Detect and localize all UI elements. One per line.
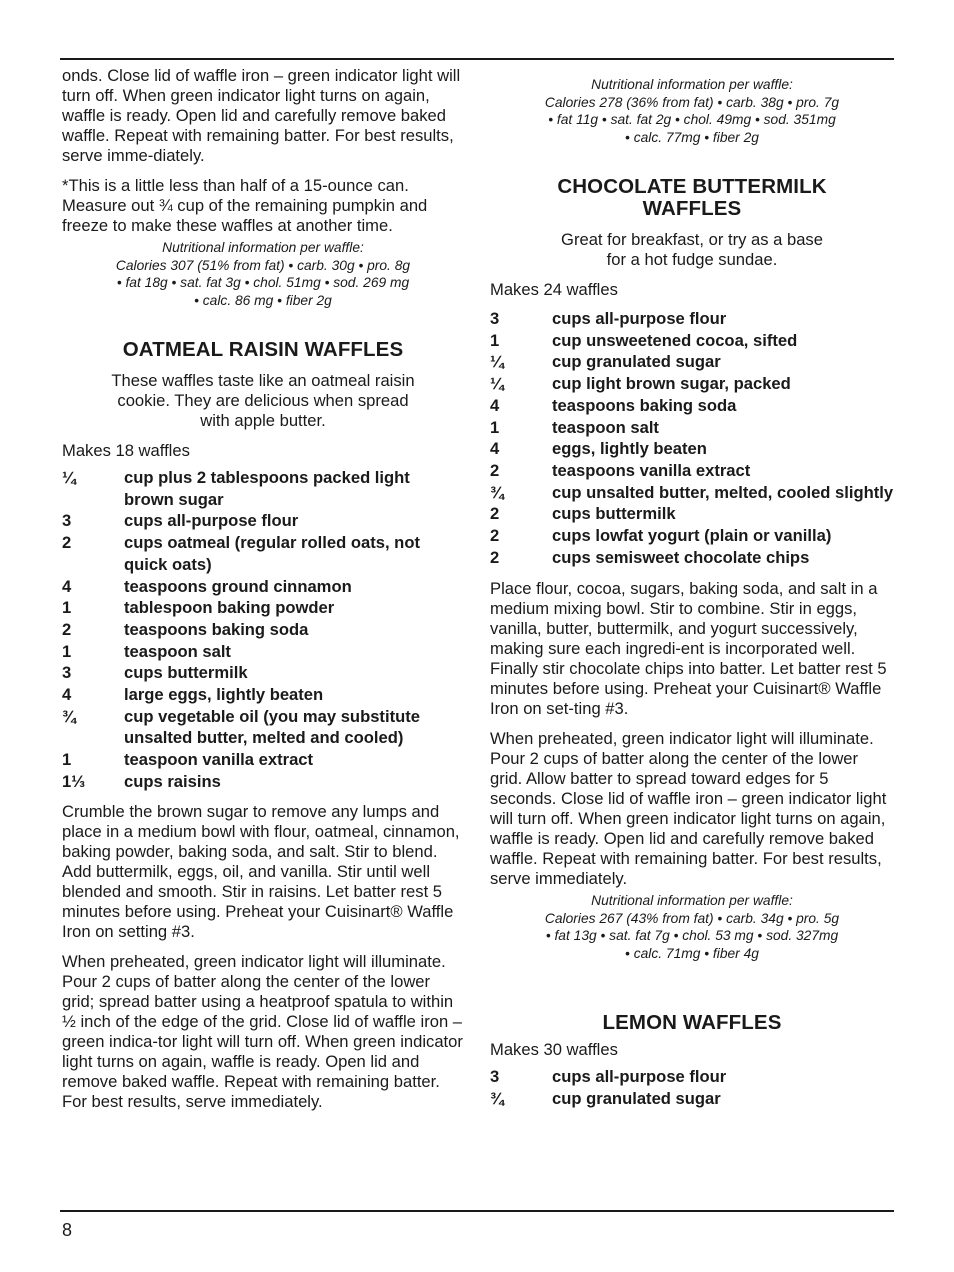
ingredient-list — [490, 1066, 894, 1109]
ingredient-quantity: 1⅓ — [62, 771, 86, 791]
ingredient-quantity: ¼ — [62, 468, 76, 487]
recipe-title-chocolate — [490, 176, 894, 220]
ingredient-quantity: 4 — [490, 395, 500, 415]
ingredient-quantity: 3 — [490, 1067, 500, 1087]
ingredient-text: large eggs, lightly beaten — [124, 685, 324, 705]
ingredient-quantity: 1 — [62, 750, 72, 770]
ingredient-text: cups semisweet chocolate chips — [552, 547, 810, 567]
ingredient-row — [490, 503, 894, 525]
nutrition-line: • calc. 86 mg • fiber 2g — [194, 292, 332, 308]
nutrition-info — [490, 892, 894, 962]
ingredient-quantity: 1 — [62, 641, 72, 661]
ingredient-row — [490, 1088, 894, 1110]
ingredient-text: teaspoon salt — [552, 417, 659, 437]
ingredient-row — [490, 525, 894, 547]
right-column — [490, 76, 894, 1110]
ingredient-row — [62, 749, 464, 771]
ingredient-row — [62, 706, 464, 749]
nutrition-info — [62, 239, 464, 309]
ingredient-text: cup granulated sugar — [552, 1089, 721, 1109]
ingredient-quantity: 4 — [490, 439, 500, 459]
ingredient-text: cup vegetable oil (you may substitute unsalted butter, melted and cooled) — [124, 706, 420, 748]
ingredient-text: teaspoons baking soda — [552, 395, 737, 415]
method-paragraph: When preheated, green indicator light will illuminate. Pour 2 cups of batter along the center of the lower grid; spread batter using a heatproof spatula to within ½ inch of the edge of the grid. Close lid of waffle iron – green indica-tor light will turn off. When green indicator light turns on again, waffle is ready. Open lid and remove baked waffle. Repeat with remaining batter. For best results, serve immediately. — [62, 951, 463, 1111]
ingredient-quantity: ¼ — [490, 352, 504, 372]
recipe-intro — [490, 230, 894, 270]
ingredient-text: cups all-purpose flour — [552, 1067, 727, 1087]
ingredient-text: cups all-purpose flour — [552, 309, 727, 328]
ingredient-quantity: 2 — [490, 460, 500, 480]
ingredient-text: cup unsweetened cocoa, sifted — [552, 330, 798, 350]
makes-count: Makes 30 waffles — [490, 1040, 618, 1060]
ingredient-row — [490, 308, 894, 330]
page-number: 8 — [62, 1220, 73, 1240]
ingredient-row — [62, 597, 464, 619]
ingredient-quantity: 2 — [490, 504, 500, 524]
nutrition-label: Nutritional information per waffle: — [591, 893, 793, 909]
nutrition-label: Nutritional information per waffle: — [591, 77, 793, 92]
ingredient-quantity: 2 — [490, 547, 500, 567]
ingredient-text: cup unsalted butter, melted, cooled slightly — [552, 482, 894, 502]
recipe-title-lemon: LEMON WAFFLES — [602, 1011, 782, 1035]
ingredient-text: teaspoons vanilla extract — [552, 460, 751, 480]
method-paragraph: Crumble the brown sugar to remove any lumps and place in a medium bowl with flour, oatmeal, cinnamon, baking powder, baking soda, and salt. Stir to blend. Add buttermilk, eggs, oil, and vanilla. Stir until well blended and smooth. Stir in raisins. Let batter rest 5 minutes before using. Preheat your Cuisinart® Waffle Iron on setting #3. — [62, 801, 460, 941]
method-paragraph: When preheated, green indicator light will illuminate. Pour 2 cups of batter along the center of the lower grid. Allow batter to spread toward edges for 5 seconds. Close lid of waffle iron – green indicator light will turn off. When green indicator light turns on again, waffle is ready. Open lid and carefully remove baked waffle. Repeat with remaining batter. For best results, serve immediately. — [490, 729, 887, 889]
ingredient-row — [62, 532, 464, 575]
ingredient-quantity: 3 — [62, 663, 72, 683]
nutrition-line: • fat 18g • sat. fat 3g • chol. 51mg • sod. 269 mg — [116, 275, 410, 290]
ingredient-quantity: 3 — [490, 309, 500, 328]
ingredient-text: teaspoon salt — [124, 641, 231, 661]
nutrition-line: Calories 307 (51% from fat) • carb. 30g • pro. 8g — [115, 257, 411, 273]
recipe-title-oatmeal: OATMEAL RAISIN WAFFLES — [122, 338, 404, 361]
ingredient-text: cups all-purpose flour — [124, 511, 299, 531]
ingredient-row — [62, 771, 464, 793]
intro-line: Great for breakfast, or try as a base — [561, 230, 823, 249]
ingredient-row — [490, 438, 894, 460]
ingredient-row — [62, 576, 464, 598]
ingredient-row — [62, 662, 464, 684]
nutrition-line: • fat 13g • sat. fat 7g • chol. 53 mg • sod. 327mg — [545, 928, 839, 944]
makes-count: Makes 18 waffles — [62, 441, 190, 460]
ingredient-quantity: 4 — [62, 576, 72, 596]
ingredient-text: cup plus 2 tablespoons packed light brown sugar — [124, 468, 410, 509]
ingredient-quantity: 2 — [62, 533, 72, 553]
ingredient-text: cups buttermilk — [124, 663, 248, 683]
ingredient-quantity: ¾ — [490, 1089, 504, 1109]
ingredient-text: eggs, lightly beaten — [552, 439, 707, 459]
ingredient-quantity: 1 — [490, 417, 500, 437]
intro-line: for a hot fudge sundae. — [606, 250, 778, 269]
ingredient-row — [490, 547, 894, 569]
ingredient-quantity: 2 — [490, 526, 500, 546]
nutrition-line: • calc. 77mg • fiber 2g — [625, 129, 759, 145]
makes-count: Makes 24 waffles — [490, 280, 618, 299]
ingredient-quantity: 3 — [62, 511, 72, 531]
nutrition-info — [490, 76, 894, 146]
left-column — [62, 66, 464, 1122]
ingredient-row — [490, 482, 894, 504]
ingredient-quantity: ¾ — [490, 482, 504, 502]
method-paragraph: Place flour, cocoa, sugars, baking soda, and salt in a medium mixing bowl. Stir to combine. Stir in eggs, vanilla, butter, buttermilk, and yogurt successively, making sure each ingredi-ent is incorporated well. Finally stir chocolate chips into batter. Let batter rest 5 minutes before using. Preheat your Cuisinart® Waffle Iron on set-ting #3. — [490, 579, 887, 719]
ingredient-text: cup granulated sugar — [552, 352, 721, 372]
ingredient-text: teaspoons ground cinnamon — [124, 576, 352, 596]
ingredient-text: teaspoon vanilla extract — [124, 750, 314, 770]
title-line: CHOCOLATE BUTTERMILK — [557, 175, 827, 198]
ingredient-row — [490, 1066, 894, 1088]
ingredient-text: cup light brown sugar, packed — [552, 374, 791, 394]
ingredient-row — [490, 395, 894, 417]
ingredient-row — [62, 619, 464, 641]
ingredient-quantity: 1 — [490, 330, 500, 350]
footnote: *This is a little less than half of a 15-ounce can. Measure out ¾ cup of the remaining pumpkin and freeze to make these waffles at another time. — [62, 176, 428, 235]
nutrition-label: Nutritional information per waffle: — [162, 240, 364, 255]
ingredient-row — [490, 330, 894, 352]
ingredient-quantity: ¼ — [490, 374, 504, 394]
recipe-intro: These waffles taste like an oatmeal raisin cookie. They are delicious when spread with apple butter. — [111, 371, 415, 430]
bottom-rule — [60, 1210, 894, 1212]
ingredient-quantity: 4 — [62, 685, 72, 705]
ingredient-row — [490, 417, 894, 439]
nutrition-line: • calc. 71mg • fiber 4g — [625, 945, 759, 961]
ingredient-row — [62, 467, 464, 510]
ingredient-list — [490, 308, 894, 568]
ingredient-quantity: ¾ — [62, 706, 76, 726]
nutrition-line: • fat 11g • sat. fat 2g • chol. 49mg • sod. 351mg — [548, 112, 836, 127]
ingredient-text: cups buttermilk — [552, 504, 676, 524]
ingredient-row — [490, 373, 894, 395]
top-rule — [60, 58, 894, 60]
ingredient-text: cups oatmeal (regular rolled oats, not quick oats) — [124, 533, 420, 574]
ingredient-quantity: 2 — [62, 619, 72, 639]
ingredient-row — [490, 460, 894, 482]
nutrition-line: Calories 267 (43% from fat) • carb. 34g • pro. 5g — [544, 910, 840, 926]
ingredient-list — [62, 467, 464, 793]
ingredient-row — [62, 641, 464, 663]
ingredient-text: teaspoons baking soda — [124, 619, 309, 639]
title-line: WAFFLES — [642, 197, 742, 220]
ingredient-row — [490, 351, 894, 373]
ingredient-text: cups lowfat yogurt (plain or vanilla) — [552, 526, 832, 546]
ingredient-row — [62, 684, 464, 706]
ingredient-quantity: 1 — [62, 598, 72, 618]
nutrition-line: Calories 278 (36% from fat) • carb. 38g • pro. 7g — [544, 94, 840, 110]
ingredient-text: cups raisins — [124, 771, 221, 791]
ingredient-row — [62, 510, 464, 532]
continuation-paragraph: onds. Close lid of waffle iron – green indicator light will turn off. When green indicator light turns on again, waffle is ready. Open lid and carefully remove baked waffle. Repeat with remaining batter. For best results, serve imme-diately. — [62, 66, 461, 165]
ingredient-text: tablespoon baking powder — [124, 598, 335, 618]
